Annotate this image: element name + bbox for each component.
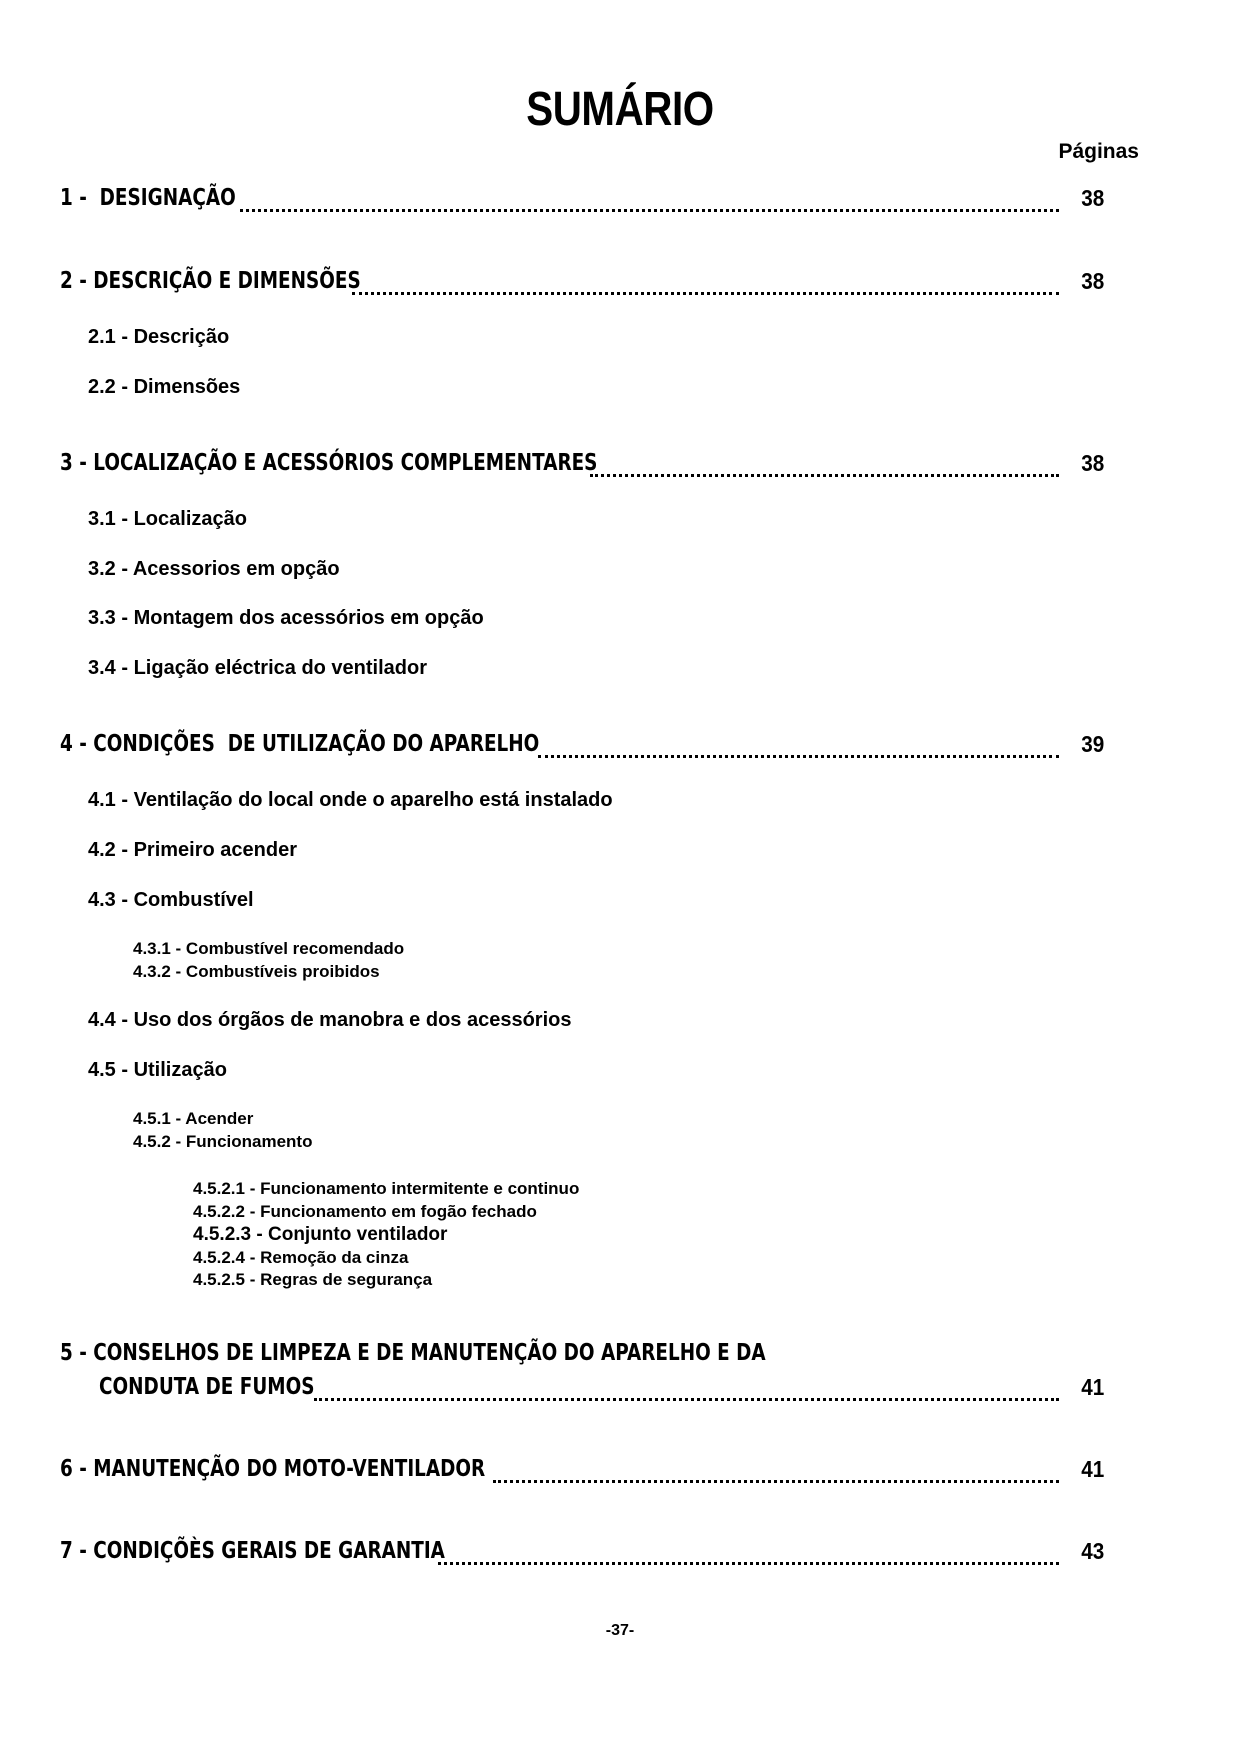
toc-entry-page: 39 [1081,731,1105,757]
toc-subentry-3-2[interactable]: 3.2 - Acessorios em opção [88,558,340,580]
toc-entry-3[interactable] [60,450,1117,482]
toc-entry-label: 1 - DESIGNAÇÃO [60,185,236,211]
toc-subentry-2-2[interactable]: 2.2 - Dimensões [88,376,241,398]
toc-entry-2[interactable] [60,268,1117,300]
toc-entry-page: 43 [1081,1538,1105,1564]
toc-subentry-3-4[interactable]: 3.4 - Ligação eléctrica do ventilador [88,657,428,679]
toc-subentry-4-2[interactable]: 4.2 - Primeiro acender [88,839,297,861]
dot-leader [438,1562,1059,1565]
toc-entry-page: 38 [1081,185,1105,211]
dot-leader [590,474,1059,477]
pages-column-label: Páginas [1058,140,1139,163]
toc-entry-7[interactable] [60,1538,1117,1570]
dot-leader [352,292,1059,295]
toc-subentry-4-5-2[interactable]: 4.5.2 - Funcionamento [133,1132,313,1151]
toc-subentry-3-1[interactable]: 3.1 - Localização [88,508,247,530]
toc-entry-page: 38 [1081,450,1105,476]
toc-subentry-4-5-1[interactable]: 4.5.1 - Acender [133,1109,254,1128]
toc-subentry-2-1[interactable]: 2.1 - Descrição [88,326,230,348]
toc-entry-label: 6 - MANUTENÇÃO DO MOTO-VENTILADOR [60,1456,486,1482]
toc-subentry-4-3[interactable]: 4.3 - Combustível [88,889,254,911]
dot-leader [314,1398,1059,1401]
toc-entry-1[interactable] [60,185,1117,217]
toc-subentry-3-3[interactable]: 3.3 - Montagem dos acessórios em opção [88,607,484,629]
toc-entry-label: 4 - CONDIÇÕES DE UTILIZAÇÃO DO APARELHO [60,731,540,757]
dot-leader [538,755,1059,758]
toc-subentry-4-1[interactable]: 4.1 - Ventilação do local onde o aparelho está instalado [88,789,613,811]
toc-entry-page: 38 [1081,268,1105,294]
toc-subentry-4-3-1[interactable]: 4.3.1 - Combustível recomendado [133,939,405,958]
toc-subentry-4-5-2-5[interactable]: 4.5.2.5 - Regras de segurança [193,1270,433,1289]
page-title: SUMÁRIO [526,83,714,136]
toc-subentry-4-3-2[interactable]: 4.3.2 - Combustíveis proibidos [133,962,380,981]
dot-leader [240,209,1059,212]
toc-entry-page: 41 [1081,1456,1105,1482]
toc-entry-6[interactable] [60,1456,1117,1488]
toc-subentry-4-4[interactable]: 4.4 - Uso dos órgãos de manobra e dos acessórios [88,1009,572,1031]
toc-entry-label: 2 - DESCRIÇÃO E DIMENSÕES [60,268,361,294]
toc-subentry-4-5-2-2[interactable]: 4.5.2.2 - Funcionamento em fogão fechado [193,1202,537,1221]
toc-entry-5[interactable] [60,1340,1117,1372]
dot-leader [493,1480,1059,1483]
toc-entry-4[interactable] [60,731,1117,763]
toc-entry-label: 3 - LOCALIZAÇÃO E ACESSÓRIOS COMPLEMENTARES [60,450,598,476]
page-number: -37- [605,1622,635,1639]
toc-entry-page: 41 [1081,1374,1105,1400]
toc-subentry-4-5-2-3[interactable]: 4.5.2.3 - Conjunto ventilador [193,1224,448,1245]
toc-entry-label-continuation: CONDUTA DE FUMOS [99,1374,315,1400]
toc-subentry-4-5[interactable]: 4.5 - Utilização [88,1059,227,1081]
toc-subentry-4-5-2-1[interactable]: 4.5.2.1 - Funcionamento intermitente e continuo [193,1179,580,1198]
toc-subentry-4-5-2-4[interactable]: 4.5.2.4 - Remoção da cinza [193,1248,409,1267]
toc-entry-label: 5 - CONSELHOS DE LIMPEZA E DE MANUTENÇÃO DO APARELHO E DA [60,1340,766,1366]
toc-entry-5-continuation[interactable] [60,1374,1117,1406]
toc-entry-label: 7 - CONDIÇÕÈS GERAIS DE GARANTIA [60,1538,445,1564]
